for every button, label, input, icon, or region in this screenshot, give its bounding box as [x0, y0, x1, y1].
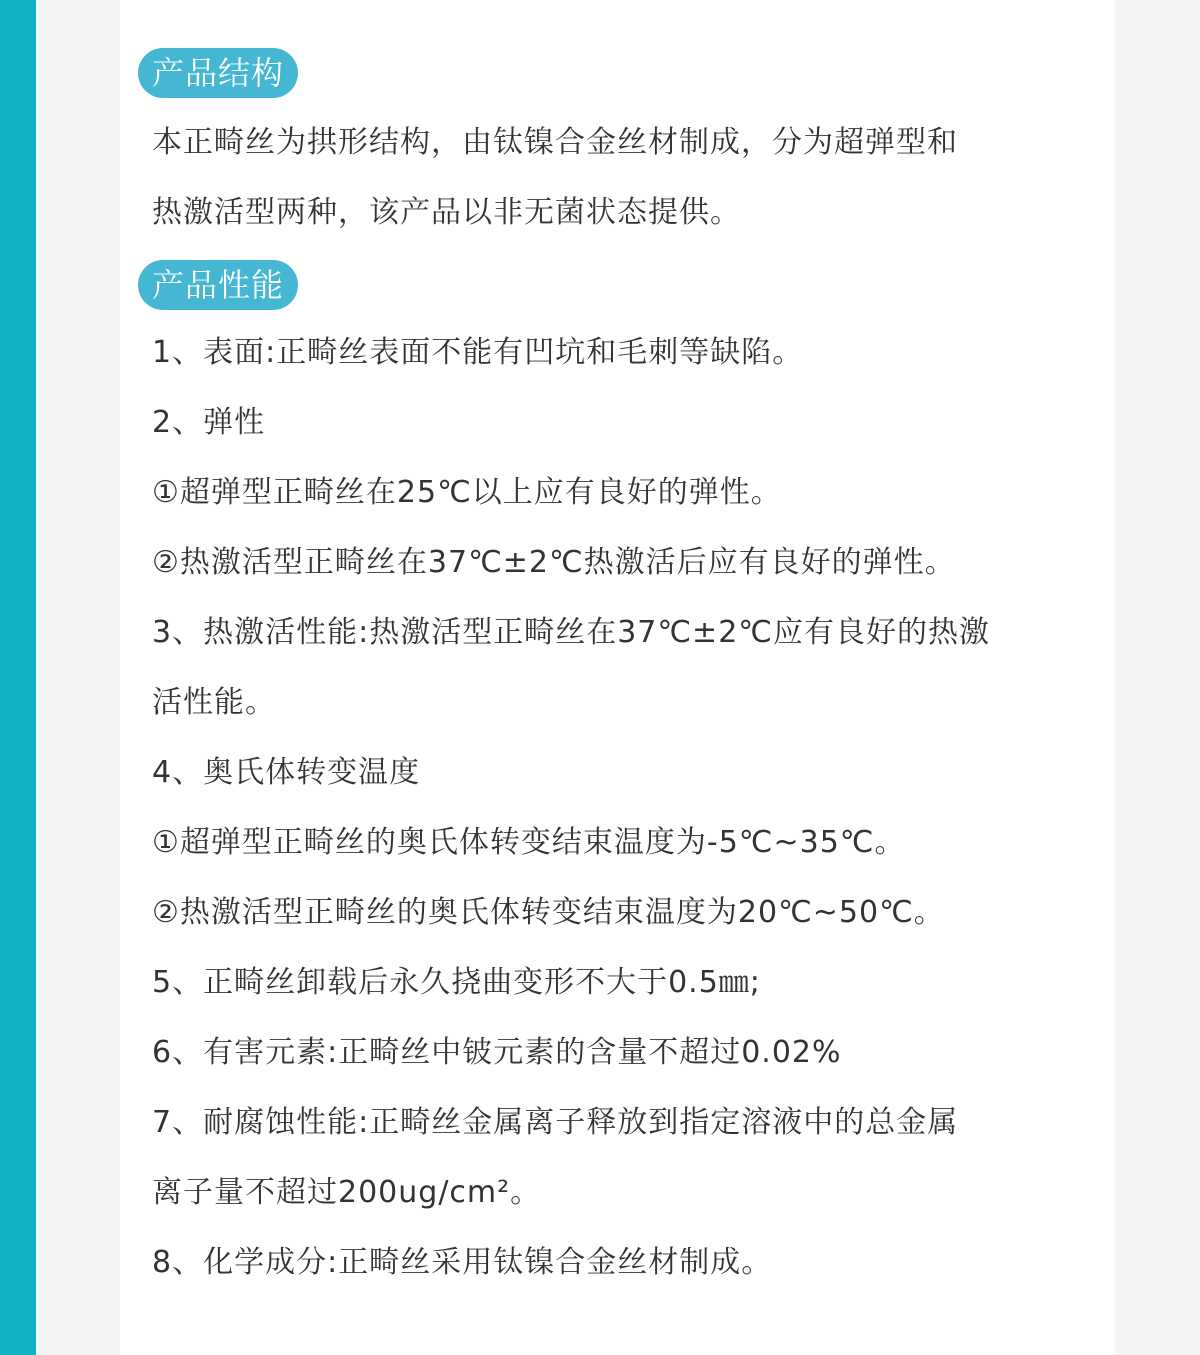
section-heading-performance: 产品性能: [138, 260, 298, 310]
performance-line-3: ①超弹型正畸丝在25℃以上应有良好的弹性。: [152, 475, 782, 510]
left-accent-bar: [0, 0, 36, 1355]
performance-line-13: 离子量不超过200ug/cm²。: [152, 1175, 542, 1210]
performance-line-8: ①超弹型正畸丝的奥氏体转变结束温度为-5℃~35℃。: [152, 825, 906, 860]
performance-line-2: 2、弹性: [152, 405, 266, 440]
performance-line-11: 6、有害元素:正畸丝中铍元素的含量不超过0.02%: [152, 1035, 842, 1070]
structure-line-1: 本正畸丝为拱形结构，由钛镍合金丝材制成，分为超弹型和: [152, 125, 958, 160]
performance-line-1: 1、表面:正畸丝表面不能有凹坑和毛刺等缺陷。: [152, 335, 804, 370]
performance-line-14: 8、化学成分:正畸丝采用钛镍合金丝材制成。: [152, 1245, 773, 1280]
performance-line-9: ②热激活型正畸丝的奥氏体转变结束温度为20℃~50℃。: [152, 895, 945, 930]
performance-line-7: 4、奥氏体转变温度: [152, 755, 421, 790]
section-heading-structure: 产品结构: [138, 48, 298, 98]
performance-line-5: 3、热激活性能:热激活型正畸丝在37℃±2℃应有良好的热激: [152, 615, 990, 650]
structure-line-2: 热激活型两种，该产品以非无菌状态提供。: [152, 195, 741, 230]
performance-line-4: ②热激活型正畸丝在37℃±2℃热激活后应有良好的弹性。: [152, 545, 956, 580]
performance-line-6: 活性能。: [152, 685, 276, 720]
performance-line-12: 7、耐腐蚀性能:正畸丝金属离子释放到指定溶液中的总金属: [152, 1105, 959, 1140]
performance-line-10: 5、正畸丝卸载后永久挠曲变形不大于0.5㎜;: [152, 965, 761, 1000]
